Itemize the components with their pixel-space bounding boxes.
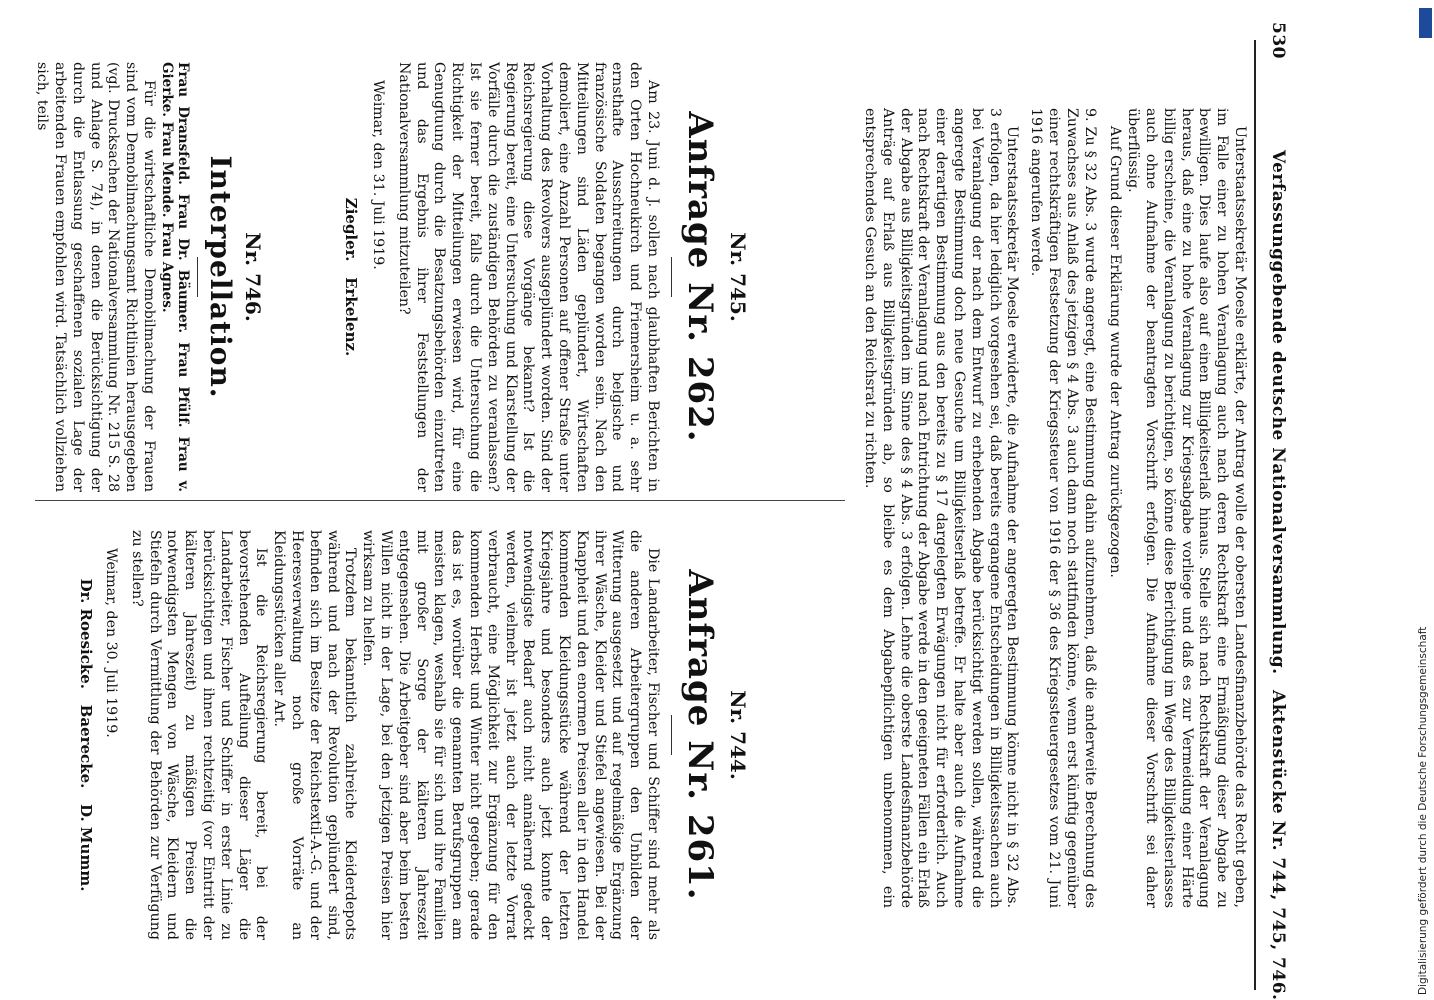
short-rule — [671, 715, 672, 755]
heading-anfrage-262: Anfrage Nr. 262. — [680, 111, 720, 443]
paragraph-moesle-1: Unterstaatssekretär Moesle erklärte, der Antrag wolle der obersten Landesfinanzbehörde das Recht geben, im Falle einer zu hohen Veranlagung auch nach deren Rechtskraft eine Ermäßigung dieser Abgabe zu bewilligen. Dies laufe also auf einen Billigkeitserlaß hinaus. Stelle sich nach Rechtskraft der Veranlagung heraus, daß eine zu hohe Veranlagung zur Kriegsabgabe vorliege und daß es zur Vermeidung einer Härte billig erscheine, die Veranlagung zu berichtigen, so könne diese Berichtigung im Wege des Billigkeitserlasses auch ohne Aufnahme der beantragten Vorschrift erfolgen. Die Aufnahme dieser Vorschrift sei daher überflüssig. — [1125, 108, 1248, 908]
rotated-document-page — [20, 0, 1340, 1000]
short-rule — [197, 257, 198, 297]
section-744 — [77, 530, 750, 940]
top-section — [860, 108, 1248, 908]
paragraph-746-1: Für die wirtschaftliche Demobilmachung der Frauen sind vom Demobilmachungsamt Richtlinien herausgegeben (vgl. Drucksachen der Nationalversammlung Nr. 215 S. 28 und Anlage S. 74), in denen die Berücksichtigung der durch die Entlassung geschaffenen sozialen Lage der arbeitenden Frauen empfohlen wird. Tatsächlich vollziehen sich, teils — [34, 62, 157, 492]
heading-interpellation: Interpellation. — [204, 155, 237, 399]
dfg-logo — [1419, 8, 1432, 38]
header-rule — [1254, 40, 1256, 990]
nr-745: Nr. 745. — [726, 232, 750, 322]
paragraph-item-9: 9. Zu § 32 Abs. 3 wurde angeregt, eine Bestimmung dahin aufzunehmen, daß die anderweite Berechnung des Zuwachses aus Anlaß des jetzigen § 4 Abs. 3 auch dann noch stattfinden könne, wenn erst künftig gegenüber einer rechtskräftigen Festsetzung der Kriegssteuer von 1916 der § 36 des Kriegssteuergesetzes vom 21. Juni 1916 angerufen werde. — [1028, 108, 1098, 908]
paragraph-moesle-2: Unterstaatssekretär Moesle erwiderte, die Aufnahme der angeregten Bestimmung könne nicht in § 32 Abs. 3 erfolgen, da hier lediglich vorgesehen sei, daß bereits ergangene Entscheidungen in Billigkeitssachen auch bei Veranlagung der nach dem Entwurf zu erhebenden Abgabe berücksichtigt werden sollen, während die angeregte Bestimmung doch neue Gesuche um Billigkeitserlaß betreffe. Er halte aber auch die Aufnahme einer derartigen Bestimmung aus den bereits zu § 17 dargelegten Erwägungen nicht für erforderlich. Auch nach Rechtskraft der Veranlagung und nach Entrichtung der Abgabe werde in den geeigneten Fällen ein Erlaß der Abgabe aus Billigkeitsgründen im Sinne des § 4 Abs. 3 erfolgen. Lehne die oberste Landesfinanzbehörde Anträge auf Erlaß aus Billigkeitsgründen ab, so bleibe es dem Abgabepflichtigen unbenommen, ein entsprechendes Gesuch an den Reichsrat zu richten. — [862, 108, 1021, 908]
section-745 — [342, 62, 750, 492]
nr-746: Nr. 746. — [241, 232, 265, 322]
paragraph-744-1: Die Landarbeiter, Fischer und Schiffer sind mehr als die anderen Arbeitergruppen den Unbilden der Witterung ausgesetzt und auf regelmäßige Ergänzung ihrer Wäsche, Kleider und Stiefel angewiesen. Bei der Knappheit und den enormen Preisen aller in den Handel kommenden Kleidungsstücke während der letzten Kriegsjahre und besonders auch jetzt konnte der notwendigste Bedarf auch nicht annähernd gedeckt werden, vielmehr ist jetzt auch der letzte Vorrat verbraucht, eine Möglichkeit zur Ergänzung für den kommenden Herbst und Winter nicht gegeben; gerade das ist es, worüber die genannten Berufsgruppen am meisten klagen, weshalb sie für sich und ihre Familien mit großer Sorge der kälteren Jahreszeit entgegensehen. Die Arbeitgeber sind aber beim besten Willen nicht in der Lage, bei den jetzigen Preisen hier wirksam zu helfen. — [360, 530, 661, 940]
header-title: Verfassunggebende deutsche Nationalversammlung. — [1268, 150, 1288, 675]
date-744: Weimar, den 30. Juli 1919. — [103, 548, 120, 738]
nr-744: Nr. 744. — [726, 690, 750, 780]
signers-746: Frau Dransfeld. Frau Dr. Bäumer. Frau Pfülf. Frau v. Gierke. Frau Mende. Frau Agnes. — [159, 62, 191, 492]
page-number: 530 — [1268, 22, 1288, 59]
header-documents: Aktenstücke Nr. 744, 745, 746. — [1268, 690, 1288, 1000]
short-rule — [671, 257, 672, 297]
signers-745: Ziegler. Erkelenz. — [342, 197, 361, 357]
date-745: Weimar, den 31. Juli 1919. — [370, 80, 387, 270]
paragraph-744-3: Ist die Reichsregierung bereit, bei der bevorstehenden Aufteilung dieser Läger die Landarbeiter, Fischer und Schiffer in erster Linie zu berücksichtigen und ihnen rechtzeitig (vor Eintritt der kälteren Jahreszeit) zu mäßigen Preisen die notwendigsten Mengen von Wäsche, Kleidern und Stiefeln durch Vermittlung der Behörden zur Verfügung zu stellen? — [128, 530, 270, 940]
paragraph-744-2: Trotzdem bekanntlich zahlreiche Kleiderdepots während und nach der Revolution geplündert sind, befinden sich im Besitze der Reichstextil-A.-G. und der Heeresverwaltung noch große Vorräte an Kleidungsstücken aller Art. — [271, 530, 359, 940]
paragraph-745-1: Am 23. Juni d. J. sollen nach glaubhaften Berichten in den Orten Hochneukirch und Friemersheim u. a. sehr ernsthafte Ausschreitungen durch belgische und französische Soldaten begangen worden sein. Nach den Mitteilungen sind Läden geplündert, Wirtschaften demoliert, eine Anzahl Personen auf offener Straße unter Vorhaltung des Revolvers ausgeplündert worden. Sind der Reichsregierung diese Vorgänge bekannt? Ist die Regierung bereit, eine Untersuchung und Klarstellung der Vorfälle durch die zuständigen Behörden zu veranlassen? Ist sie ferner bereit, falls durch die Untersuchung die Richtigkeit der Mitteilungen erwiesen wird, für eine Genugtuung durch die Besatzungsbehörden einzutreten und das Ergebnis ihrer Feststellungen der Nationalversammlung mitzuteilen? — [395, 62, 661, 492]
section-746 — [32, 62, 265, 492]
paragraph-withdrawn: Auf Grund dieser Erklärung wurde der Antrag zurückgezogen. — [1107, 126, 1124, 578]
signers-744: Dr. Roesicke. Baerecke. D. Mumm. — [77, 578, 96, 892]
digitization-credit: Digitalisierung gefördert durch die Deutsche Forschungsgemeinschaft — [1417, 626, 1429, 995]
column-divider — [35, 500, 845, 501]
heading-anfrage-261: Anfrage Nr. 261. — [680, 569, 720, 901]
